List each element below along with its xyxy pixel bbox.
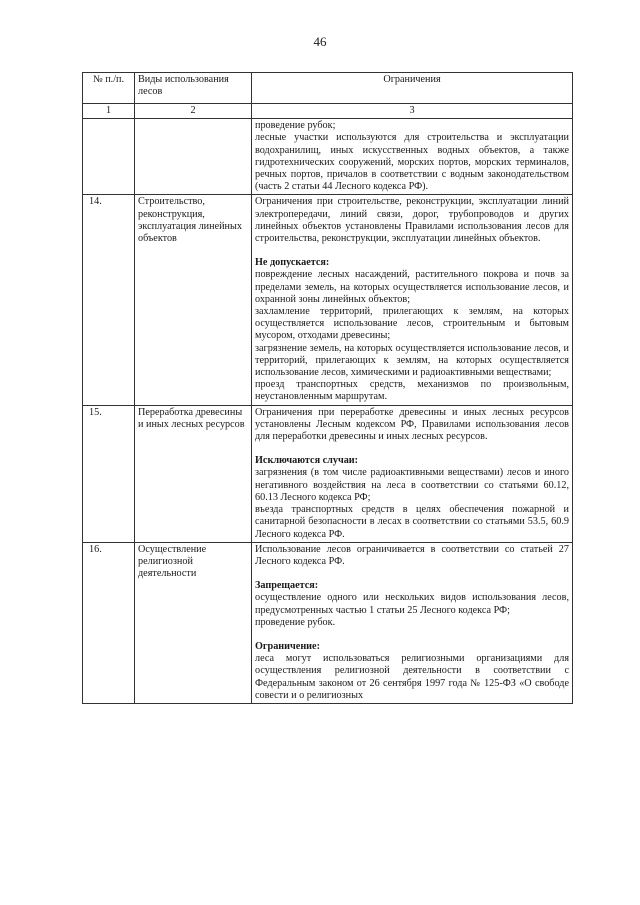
header-number: № п./п. xyxy=(83,73,135,104)
use-type: Переработка древесины и иных лесных ресурсов xyxy=(135,405,252,542)
row-number: 15. xyxy=(83,405,135,542)
restrictions-cell xyxy=(252,542,573,703)
page-number: 46 xyxy=(313,34,327,49)
restriction-item: повреждение лесных насаждений, растительного покрова и почв за пределами земель, на которых осуществляется использование лесов, и охранной зоны линейных объектов; xyxy=(255,269,569,305)
restriction-heading: Ограничение: xyxy=(255,640,320,652)
table-row-14 xyxy=(83,195,573,405)
row-number: 16. xyxy=(83,542,135,703)
restriction-item: загрязнения (в том числе радиоактивными веществами) лесов и иного негативного воздействия на леса в соответствии со статьями 60.12, 60.13 Лесного кодекса РФ; xyxy=(255,467,569,503)
continuation-row xyxy=(83,119,573,195)
use-type: Строительство, реконструкция, эксплуатация линейных объектов xyxy=(135,195,252,405)
restriction-item: загрязнение земель, на которых осуществляется использование лесов, и территорий, прилегающих к землям, на которых осуществляется использование лесов, химическими и радиоактивными веществами; xyxy=(255,342,569,379)
column-number-3: 3 xyxy=(252,104,573,119)
restriction-item: леса могут использоваться религиозными организациями для осуществления религиозной деятельности в соответствии с Федеральным законом от 26 сентября 1997 года № 125-ФЗ «О свободе совести и о религиозных xyxy=(255,653,569,701)
restriction-intro: Ограничения при переработке древесины и иных лесных ресурсов установлены Лесным кодексом РФ, Правилами использования лесов для переработки древесины и иных лесных ресурсов. xyxy=(255,406,569,443)
table-row-16 xyxy=(83,542,573,703)
continuation-type-cell xyxy=(135,119,252,195)
restrictions-cell xyxy=(252,405,573,542)
continuation-line: лесные участки используются для строительства и эксплуатации водохранилищ, иных искусственных водных объектов, а также гидротехнических сооружений, морских портов, морских терминалов, речных портов, причалов в соответствии с водным законодательством (часть 2 статьи 44 Лесного кодекса РФ). xyxy=(255,132,569,193)
restriction-item: проезд транспортных средств, механизмов по произвольным, неустановленным маршрутам. xyxy=(255,379,569,403)
header-row xyxy=(83,73,573,104)
restrictions-cell xyxy=(252,195,573,405)
restriction-heading: Не допускается: xyxy=(255,257,330,269)
header-use-type: Виды использования лесов xyxy=(135,73,252,104)
table-row-15 xyxy=(83,405,573,542)
column-numbers-row xyxy=(83,104,573,119)
header-restrictions: Ограничения xyxy=(252,73,573,104)
continuation-number-cell xyxy=(83,119,135,195)
use-type: Осуществление религиозной деятельности xyxy=(135,542,252,703)
restrictions-table xyxy=(82,72,573,704)
column-number-2: 2 xyxy=(135,104,252,119)
continuation-line: проведение рубок; xyxy=(255,120,336,132)
continuation-restrictions-cell xyxy=(252,119,573,195)
restriction-intro: Использование лесов ограничивается в соответствии со статьей 27 Лесного кодекса РФ. xyxy=(255,543,569,567)
restriction-item: захламление территорий, прилегающих к землям, на которых осуществляется использование лесов, строительным и бытовым мусором, отходами древесины; xyxy=(255,306,569,342)
restriction-item: проведение рубок. xyxy=(255,616,336,628)
restriction-heading: Запрещается: xyxy=(255,580,319,592)
column-number-1: 1 xyxy=(83,104,135,119)
restriction-item: осуществление одного или нескольких видов использования лесов, предусмотренных частью 1 статьи 25 Лесного кодекса РФ; xyxy=(255,592,569,616)
restriction-item: въезда транспортных средств в целях обеспечения пожарной и санитарной безопасности в лесах в соответствии со статьями 53.5, 60.9 Лесного кодекса РФ. xyxy=(255,504,569,540)
row-number: 14. xyxy=(83,195,135,405)
restriction-heading: Исключаются случаи: xyxy=(255,455,359,467)
restriction-intro: Ограничения при строительстве, реконструкции, эксплуатации линий электропередачи, линий связи, дорог, трубопроводов и других линейных объектов установлены Правилами использования лесов для строительства, реконструкции, эксплуатации линейных объектов. xyxy=(255,196,569,245)
